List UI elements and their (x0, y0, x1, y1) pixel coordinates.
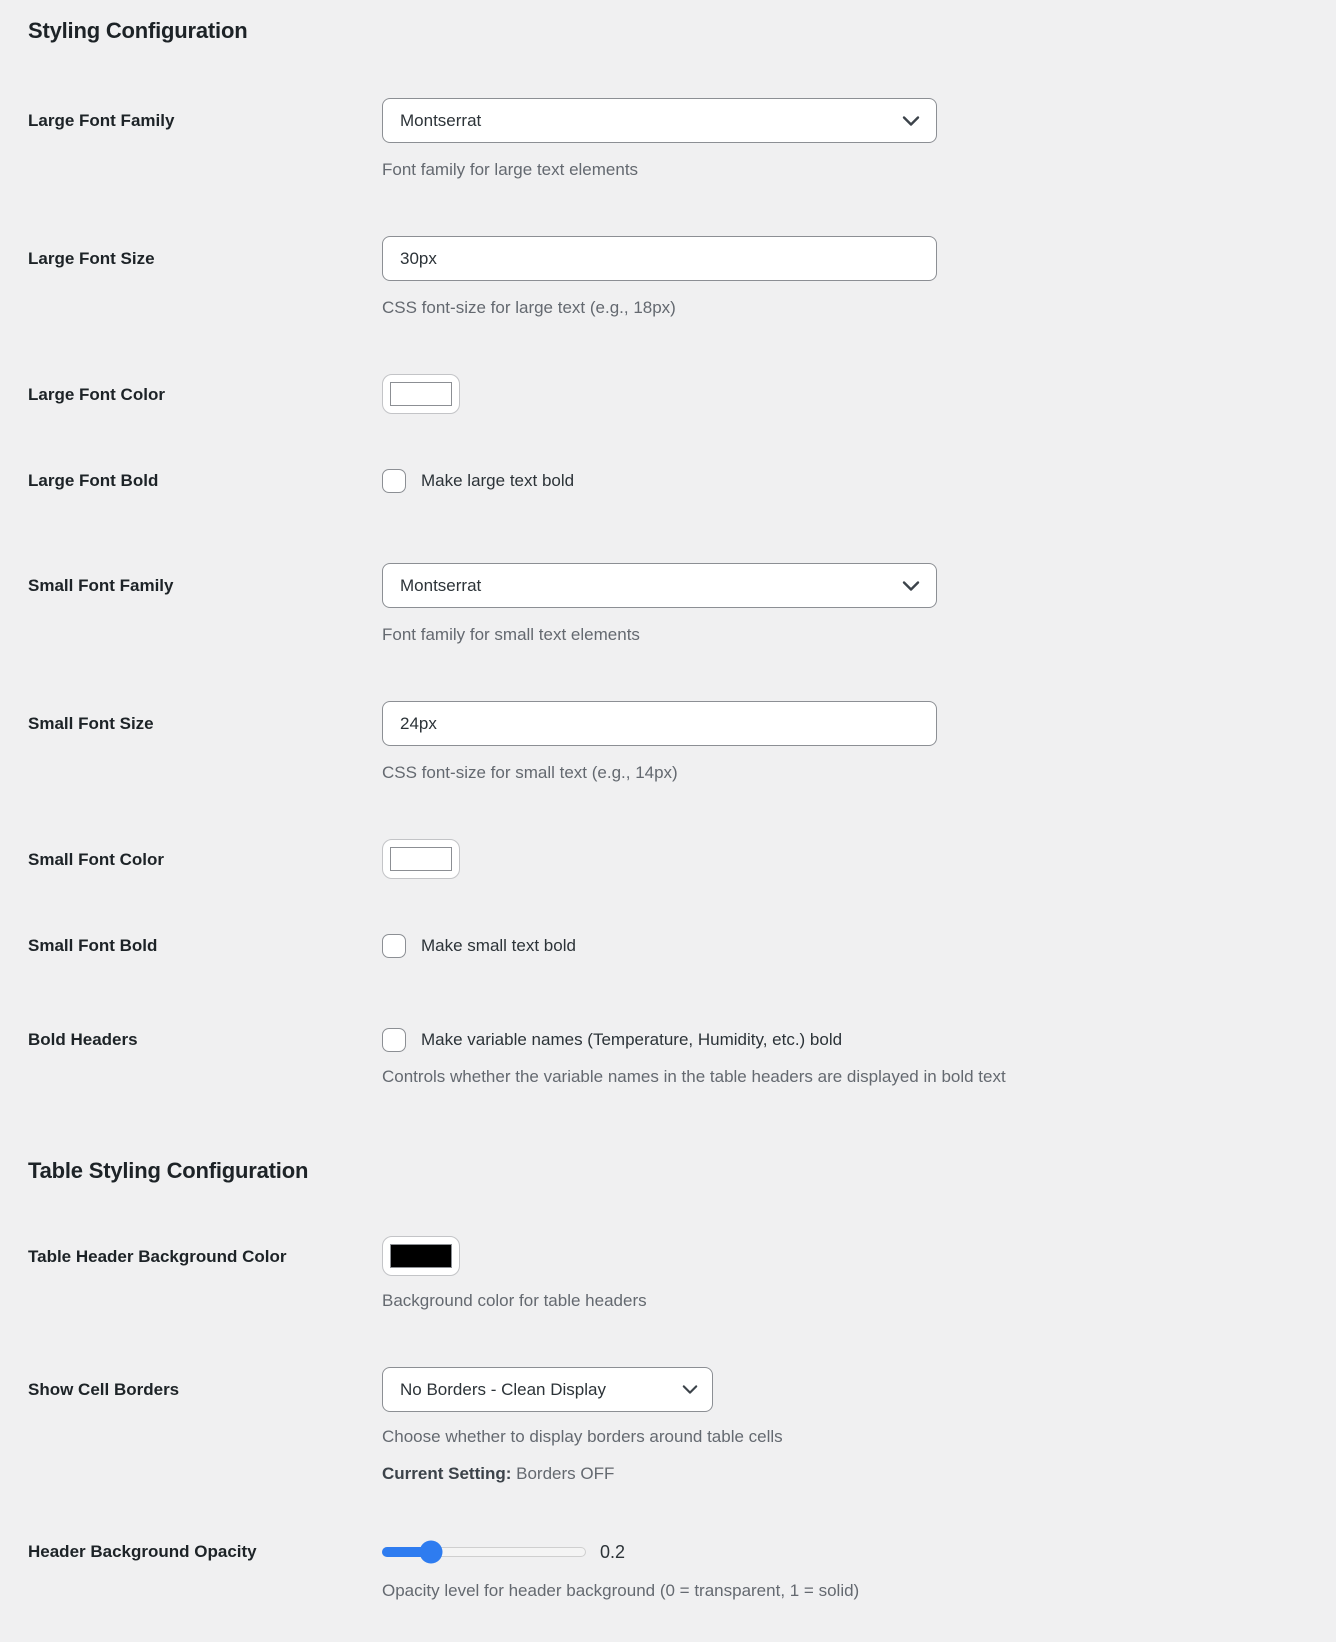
large-font-size-label: Large Font Size (28, 249, 155, 268)
row-bold-headers (28, 1028, 1308, 1088)
small-font-color-swatch (390, 847, 452, 871)
table-header-bg-color-picker-button[interactable] (382, 1236, 460, 1276)
show-cell-borders-label: Show Cell Borders (28, 1380, 180, 1399)
large-font-size-input[interactable] (382, 236, 937, 281)
large-font-color-picker-button[interactable] (382, 374, 460, 414)
row-small-font-size (28, 701, 1308, 784)
row-large-font-bold (28, 469, 1308, 493)
row-large-font-size (28, 236, 1308, 319)
bold-headers-description: Controls whether the variable names in the table headers are displayed in bold text (382, 1067, 1006, 1086)
small-font-bold-checkbox-row (382, 934, 1308, 958)
bold-headers-checkbox[interactable] (382, 1028, 406, 1052)
current-setting-label: Current Setting: (382, 1464, 512, 1483)
large-font-family-label: Large Font Family (28, 111, 175, 130)
small-font-size-label: Small Font Size (28, 714, 154, 733)
show-cell-borders-description: Choose whether to display borders around table cells (382, 1427, 783, 1446)
small-font-bold-label: Small Font Bold (28, 936, 158, 955)
chevron-down-icon (682, 1384, 698, 1395)
row-table-header-bg-color (28, 1236, 1308, 1312)
current-setting-value: Borders OFF (516, 1464, 615, 1483)
large-font-color-label: Large Font Color (28, 385, 165, 404)
small-font-color-label: Small Font Color (28, 850, 164, 869)
small-font-family-label: Small Font Family (28, 576, 174, 595)
show-cell-borders-current-setting (382, 1463, 1308, 1485)
chevron-down-icon (902, 580, 920, 592)
header-bg-opacity-description: Opacity level for header background (0 = transparent, 1 = solid) (382, 1581, 860, 1600)
table-header-bg-color-swatch (390, 1244, 452, 1268)
large-font-family-select[interactable] (382, 98, 937, 143)
large-font-bold-checkbox-label[interactable]: Make large text bold (421, 471, 575, 490)
row-small-font-family (28, 563, 1308, 646)
large-font-family-description: Font family for large text elements (382, 160, 639, 179)
large-font-bold-checkbox-row (382, 469, 1308, 493)
large-font-family-selected-value: Montserrat (400, 110, 482, 130)
large-font-color-swatch (390, 382, 452, 406)
row-large-font-color (28, 374, 1308, 414)
show-cell-borders-select[interactable] (382, 1367, 713, 1412)
small-font-bold-checkbox[interactable] (382, 934, 406, 958)
small-font-family-selected-value: Montserrat (400, 575, 482, 595)
bold-headers-checkbox-label[interactable]: Make variable names (Temperature, Humidity, etc.) bold (421, 1030, 843, 1049)
row-large-font-family (28, 98, 1308, 181)
slider-thumb[interactable] (419, 1541, 442, 1564)
large-font-bold-label: Large Font Bold (28, 471, 159, 490)
small-font-family-description: Font family for small text elements (382, 625, 640, 644)
header-bg-opacity-value: 0.2 (600, 1541, 626, 1562)
small-font-bold-checkbox-label[interactable]: Make small text bold (421, 936, 576, 955)
large-font-bold-checkbox[interactable] (382, 469, 406, 493)
chevron-down-icon (902, 115, 920, 127)
header-bg-opacity-slider-line (382, 1540, 1308, 1564)
header-bg-opacity-label: Header Background Opacity (28, 1542, 257, 1561)
header-bg-opacity-slider[interactable] (382, 1540, 586, 1564)
row-small-font-bold (28, 934, 1308, 958)
large-font-size-description: CSS font-size for large text (e.g., 18px) (382, 298, 676, 317)
show-cell-borders-selected-value: No Borders - Clean Display (400, 1379, 606, 1399)
small-font-size-input[interactable] (382, 701, 937, 746)
bold-headers-checkbox-row (382, 1028, 1308, 1052)
table-header-bg-color-label: Table Header Background Color (28, 1247, 287, 1266)
bold-headers-label: Bold Headers (28, 1030, 138, 1049)
small-font-color-picker-button[interactable] (382, 839, 460, 879)
table-section-heading: Table Styling Configuration (28, 1158, 309, 1183)
row-show-cell-borders (28, 1367, 1308, 1485)
row-small-font-color (28, 839, 1308, 879)
row-header-bg-opacity (28, 1540, 1308, 1602)
styling-section-heading: Styling Configuration (28, 18, 248, 43)
settings-page (28, 18, 1308, 1602)
small-font-family-select[interactable] (382, 563, 937, 608)
small-font-size-description: CSS font-size for small text (e.g., 14px) (382, 763, 678, 782)
table-header-bg-color-description: Background color for table headers (382, 1291, 647, 1310)
